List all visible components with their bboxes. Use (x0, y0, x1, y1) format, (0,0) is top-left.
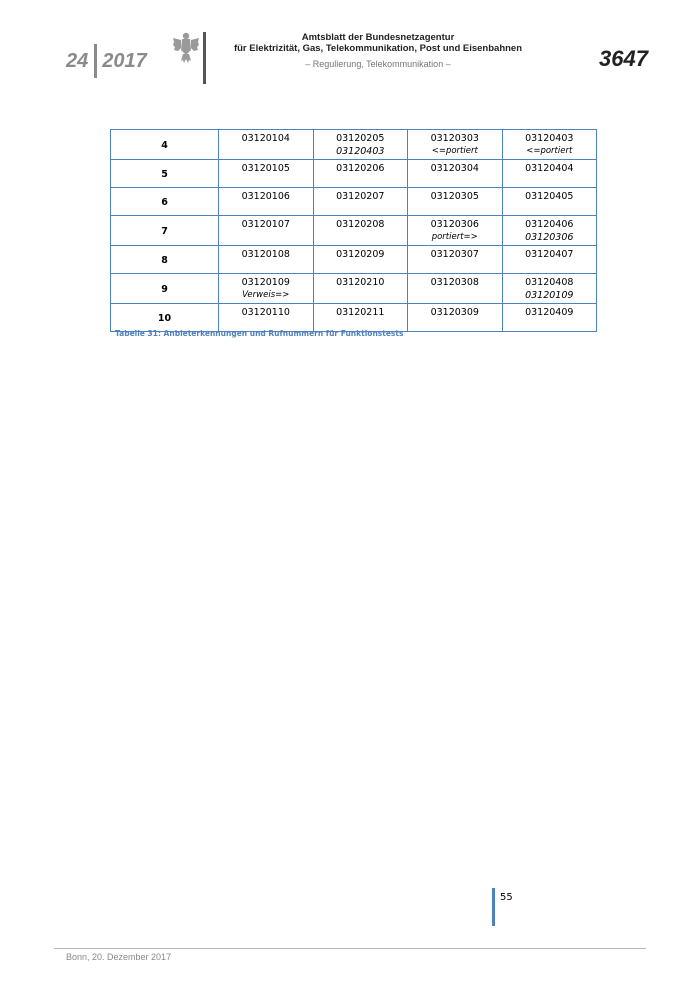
cell-value: 03120109 (241, 277, 290, 288)
page-number: 3647 (599, 46, 648, 71)
table-cell (502, 160, 597, 188)
cell-alt-value: 03120109 (525, 290, 574, 301)
cell-note: <=portiert (431, 146, 478, 156)
issue-divider (94, 44, 97, 78)
table-cell (219, 130, 314, 160)
row-label: 10 (111, 304, 219, 332)
cell-value: 03120309 (430, 307, 479, 318)
cell-value: 03120409 (525, 307, 574, 318)
journal-title-line2: für Elektrizität, Gas, Telekommunikation, Post und Eisenbahnen (233, 43, 523, 54)
cell-value: 03120208 (336, 219, 385, 230)
federal-eagle-icon (172, 30, 200, 64)
cell-value: 03120108 (241, 249, 290, 260)
journal-title (210, 32, 546, 54)
issue-year: 2017 (102, 49, 147, 72)
table-cell (502, 274, 597, 304)
cell-note: Verweis=> (242, 290, 290, 300)
cell-alt-value: 03120403 (336, 146, 385, 157)
cell-value: 03120210 (336, 277, 385, 288)
cell-value: 03120110 (241, 307, 290, 318)
table-cell (408, 188, 503, 216)
table-row (111, 274, 597, 304)
table-cell (502, 246, 597, 274)
journal-title-line1: Amtsblatt der Bundesnetzagentur (301, 32, 455, 43)
table-row (111, 130, 597, 160)
table-cell (408, 246, 503, 274)
table-cell (219, 216, 314, 246)
table-cell (408, 304, 503, 332)
header-divider (203, 32, 206, 84)
table-cell (502, 304, 597, 332)
cell-value: 03120404 (525, 163, 574, 174)
table-cell (408, 130, 503, 160)
table-row (111, 160, 597, 188)
cell-value: 03120304 (430, 163, 479, 174)
cell-value: 03120405 (525, 191, 574, 202)
journal-subtitle: – Regulierung, Telekommunikation – (305, 59, 451, 69)
footer-date: Bonn, 20. Dezember 2017 (66, 952, 172, 962)
table-cell (502, 188, 597, 216)
footer-accent-bar (492, 888, 495, 926)
cell-value: 03120211 (336, 307, 385, 318)
cell-value: 03120104 (241, 133, 290, 144)
table-cell (408, 274, 503, 304)
table-cell (408, 160, 503, 188)
footer-rule (54, 948, 646, 949)
row-label: 7 (111, 216, 219, 246)
table-cell (313, 160, 408, 188)
cell-value: 03120207 (336, 191, 385, 202)
issue-number (66, 44, 147, 78)
cell-value: 03120206 (336, 163, 385, 174)
cell-value: 03120303 (430, 133, 479, 144)
cell-value: 03120107 (241, 219, 290, 230)
table-cell (313, 130, 408, 160)
table-cell (502, 130, 597, 160)
row-label: 4 (111, 130, 219, 160)
table-cell (408, 216, 503, 246)
cell-value: 03120406 (525, 219, 574, 230)
cell-value: 03120403 (525, 133, 574, 144)
table-cell (313, 188, 408, 216)
cell-note: portiert=> (431, 232, 478, 242)
row-label: 8 (111, 246, 219, 274)
table-cell (219, 246, 314, 274)
cell-note: <=portiert (526, 146, 573, 156)
table-cell (313, 304, 408, 332)
row-label: 9 (111, 274, 219, 304)
table-row (111, 216, 597, 246)
cell-value: 03120308 (430, 277, 479, 288)
function-test-table (110, 129, 597, 332)
table-cell (219, 160, 314, 188)
table-row (111, 188, 597, 216)
cell-value: 03120205 (336, 133, 385, 144)
footer-page-ref: 55 (500, 892, 513, 903)
cell-value: 03120105 (241, 163, 290, 174)
issue-no: 24 (66, 49, 89, 72)
table-cell (219, 274, 314, 304)
row-label: 6 (111, 188, 219, 216)
table-cell (502, 216, 597, 246)
table-cell (313, 216, 408, 246)
cell-value: 03120306 (430, 219, 479, 230)
cell-alt-value: 03120306 (525, 232, 574, 243)
row-label: 5 (111, 160, 219, 188)
cell-value: 03120106 (241, 191, 290, 202)
cell-value: 03120407 (525, 249, 574, 260)
table-row (111, 246, 597, 274)
table-cell (313, 246, 408, 274)
cell-value: 03120209 (336, 249, 385, 260)
table-cell (219, 188, 314, 216)
cell-value: 03120408 (525, 277, 574, 288)
cell-value: 03120307 (430, 249, 479, 260)
cell-value: 03120305 (430, 191, 479, 202)
table-cell (219, 304, 314, 332)
table-cell (313, 274, 408, 304)
table-row (111, 304, 597, 332)
table-caption: Tabelle 31: Anbieterkennungen und Rufnummern für Funktionstests (115, 329, 404, 338)
